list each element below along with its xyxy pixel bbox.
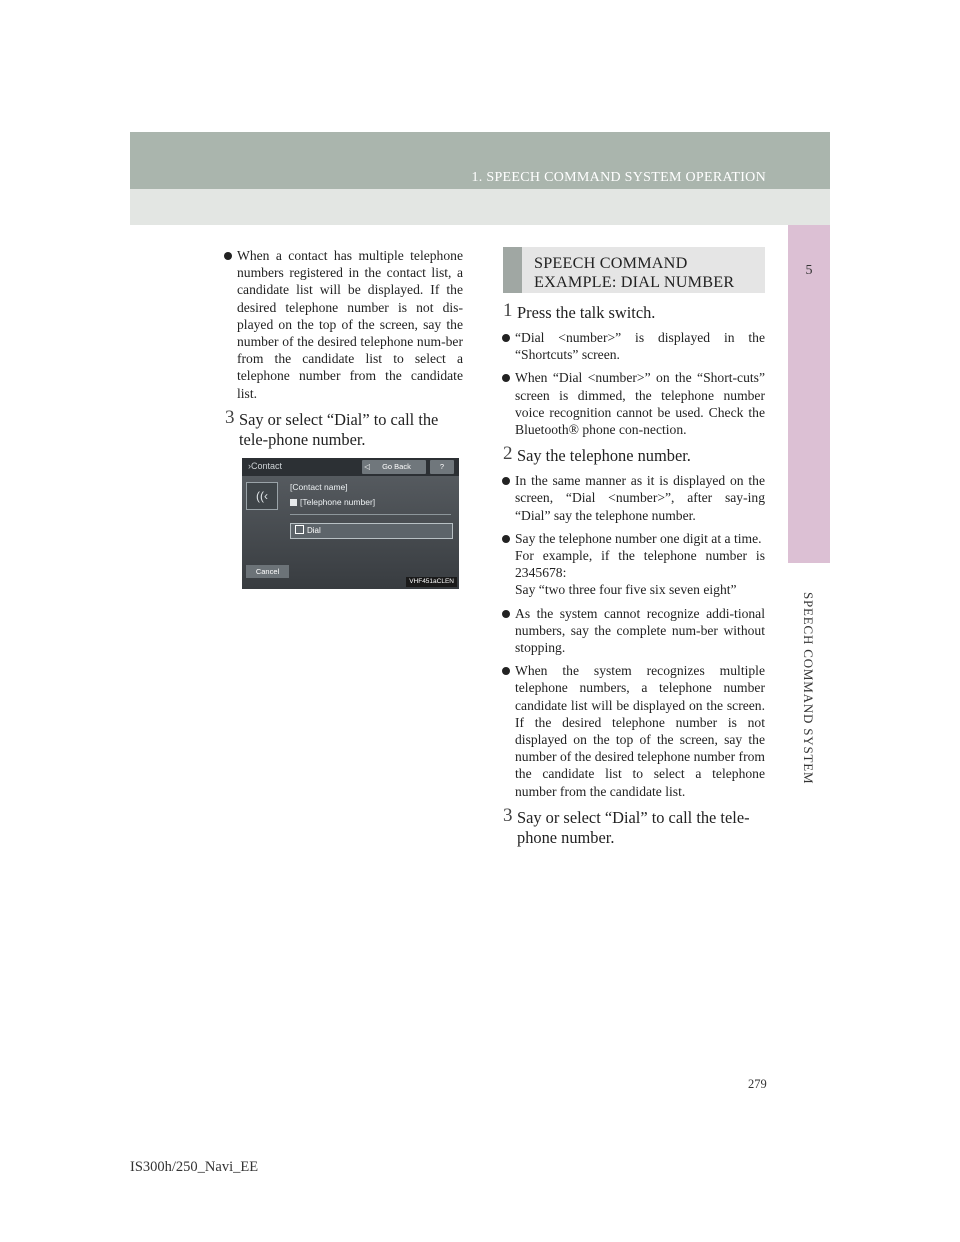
left-column (225, 247, 463, 589)
step-number: 3 (225, 406, 235, 428)
step-number: 2 (503, 443, 513, 465)
bullet-text: Say the telephone number one digit at a time. (515, 530, 762, 546)
section-title-line-2: EXAMPLE: DIAL NUMBER (534, 273, 735, 291)
step-2 (503, 443, 765, 466)
bullet-icon (502, 610, 510, 618)
bullet-icon (502, 667, 510, 675)
step-text: Press the talk switch. (517, 303, 656, 322)
bullet-icon (502, 535, 510, 543)
dial-button (290, 523, 453, 539)
phone-type-icon (290, 499, 297, 506)
bullet-text-say: Say “two three four five six seven eight” (515, 582, 737, 598)
bullet-icon (502, 334, 510, 342)
bullet-icon (502, 477, 510, 485)
screen-divider (290, 514, 451, 515)
footer-code: IS300h/250_Navi_EE (130, 1159, 259, 1175)
step-text: Say the telephone number. (517, 446, 691, 466)
right-column (503, 247, 765, 854)
go-back-button (362, 460, 426, 474)
bullet-item (503, 472, 765, 524)
header-title: 1. SPEECH COMMAND SYSTEM OPERATION (471, 170, 766, 185)
step-text: Say or select “Dial” to call the tele-phone number. (239, 409, 439, 449)
bullet-text: When a contact has multiple telephone numbers registered in the contact list, a candidate list will be displayed. If the desired telephone number is not dis-played on the top of the screen, say the number of the desired telephone num-ber from the candidate list to select a telephone number from the candidate list. (237, 248, 463, 401)
step-3-right (503, 804, 765, 848)
page-number: 279 (748, 1077, 767, 1091)
step-number: 3 (503, 804, 513, 826)
image-code: VHF451aCLEN (406, 577, 457, 587)
bullet-item (503, 530, 765, 599)
bullet-text: In the same manner as it is displayed on the screen, “Dial <number>”, after say-ing “Dial” say the telephone number. (515, 473, 765, 523)
help-button: ? (430, 460, 454, 474)
dial-label: Dial (307, 525, 321, 535)
bullet-text: As the system cannot recognize addi-tional numbers, say the complete num-ber without stopping. (515, 605, 765, 656)
chapter-label: SPEECH COMMAND SYSTEM (801, 592, 816, 785)
screen-title: ›Contact (248, 460, 283, 471)
bullet-item (225, 247, 463, 402)
bullet-text: When the system recognizes multiple telephone numbers, a telephone number candidate list will be displayed on the screen. If the desired telephone number is not displayed on the top of the screen, say the number of the desired telephone number from the candidate list to select a telephone number from the candidate list. (515, 663, 765, 799)
bullet-text-example: For example, if the telephone number is 2345678: (515, 548, 765, 581)
bullet-text: “Dial <number>” is displayed in the “Shortcuts” screen. (515, 330, 765, 363)
section-heading-text (534, 254, 734, 292)
header-subband (130, 189, 830, 225)
step-number: 1 (503, 300, 513, 321)
section-heading (503, 247, 765, 293)
screen-top-bar (242, 458, 459, 476)
bullet-item (503, 605, 765, 657)
chapter-tab (788, 225, 830, 563)
bullet-item (503, 329, 765, 363)
go-back-label: Go Back (382, 461, 411, 471)
step-3-left (225, 406, 463, 450)
voice-recognition-icon: ((‹ (246, 482, 278, 510)
header-band (130, 132, 830, 189)
step-1 (503, 300, 765, 323)
contact-name-row: [Contact name] (290, 481, 348, 492)
bullet-icon (224, 252, 232, 260)
bullet-item (503, 369, 765, 438)
telephone-number-label: [Telephone number] (300, 496, 376, 507)
telephone-number-row (290, 495, 451, 509)
step-text: Say or select “Dial” to call the tele-phone number. (517, 807, 750, 847)
cancel-button: Cancel (246, 565, 289, 578)
bullet-item (503, 662, 765, 800)
contact-screen-illustration (242, 458, 459, 589)
section-title-line-1: SPEECH COMMAND (534, 254, 688, 272)
speaker-icon: ◁ (364, 461, 370, 471)
bullet-icon (502, 374, 510, 382)
dial-speaker-icon (295, 525, 304, 534)
chapter-number: 5 (805, 263, 813, 278)
section-heading-bar (503, 247, 522, 293)
bullet-text: When “Dial <number>” on the “Short-cuts” screen is dimmed, the telephone number voice recognition cannot be used. Check the Bluetooth® phone con-nection. (515, 370, 765, 438)
